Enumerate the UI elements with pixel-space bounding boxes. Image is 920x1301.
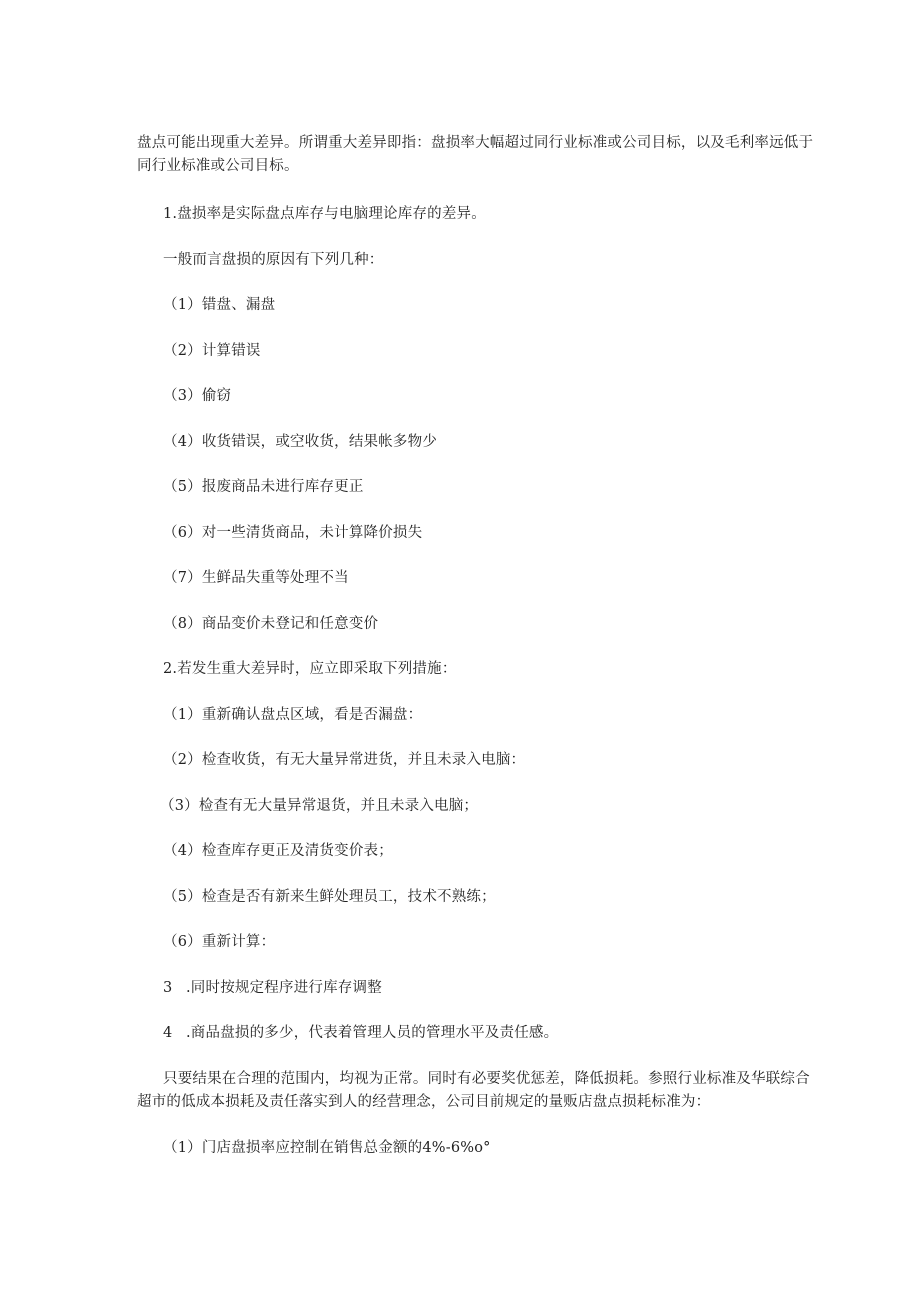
closing-line-1: 只要结果在合理的范围内，均视为正常。同时有必要奖优惩差，降低损耗。参照行业标准及华联综合 xyxy=(163,1071,810,1087)
item-3-number: 3 xyxy=(163,980,173,996)
item-4-number: 4 xyxy=(163,1025,173,1041)
measure-item-2: （2）检查收货，有无大量异常进货，并且未录入电脑： xyxy=(163,752,526,768)
standard-item-1: （1）门店盘损率应控制在销售总金额的4%-6%o° xyxy=(163,1140,491,1156)
intro-line-2: 同行业标准或公司目标。 xyxy=(137,158,299,174)
intro-line-1: 盘点可能出现重大差异。所谓重大差异即指：盘损率大幅超过同行业标准或公司目标，以及毛利率远低于 xyxy=(137,135,814,151)
cause-item-3: （3）偷窃 xyxy=(163,388,232,404)
item-2: 2.若发生重大差异时，应立即采取下列措施： xyxy=(163,661,457,677)
item-1: 1.盘损率是实际盘点库存与电脑理论库存的差异。 xyxy=(163,206,486,222)
measure-item-3: （3）检查有无大量异常退货，并且未录入电脑； xyxy=(160,798,479,814)
measure-item-5: （5）检查是否有新来生鲜处理员工，技术不熟练； xyxy=(163,889,496,905)
cause-item-4: （4）收货错误，或空收货，结果帐多物少 xyxy=(163,434,438,450)
cause-item-5: （5）报废商品未进行库存更正 xyxy=(163,479,364,495)
causes-intro: 一般而言盘损的原因有下列几种： xyxy=(163,252,384,268)
measure-item-1: （1）重新确认盘点区域，看是否漏盘： xyxy=(163,707,423,723)
item-3-text: .同时按规定程序进行库存调整 xyxy=(186,980,382,996)
measure-item-6: （6）重新计算： xyxy=(163,934,276,950)
cause-item-1: （1）错盘、漏盘 xyxy=(163,297,276,313)
cause-item-8: （8）商品变价未登记和任意变价 xyxy=(163,616,379,632)
cause-item-2: （2）计算错误 xyxy=(163,343,261,359)
item-4-text: .商品盘损的多少，代表着管理人员的管理水平及责任感。 xyxy=(186,1025,559,1041)
closing-line-2: 超市的低成本损耗及责任落实到人的经营理念，公司目前规定的量贩店盘点损耗标准为： xyxy=(137,1094,711,1110)
cause-item-7: （7）生鲜品失重等处理不当 xyxy=(163,570,349,586)
cause-item-6: （6）对一些清货商品，未计算降价损失 xyxy=(163,525,423,541)
measure-item-4: （4）检查库存更正及清货变价表； xyxy=(163,843,393,859)
